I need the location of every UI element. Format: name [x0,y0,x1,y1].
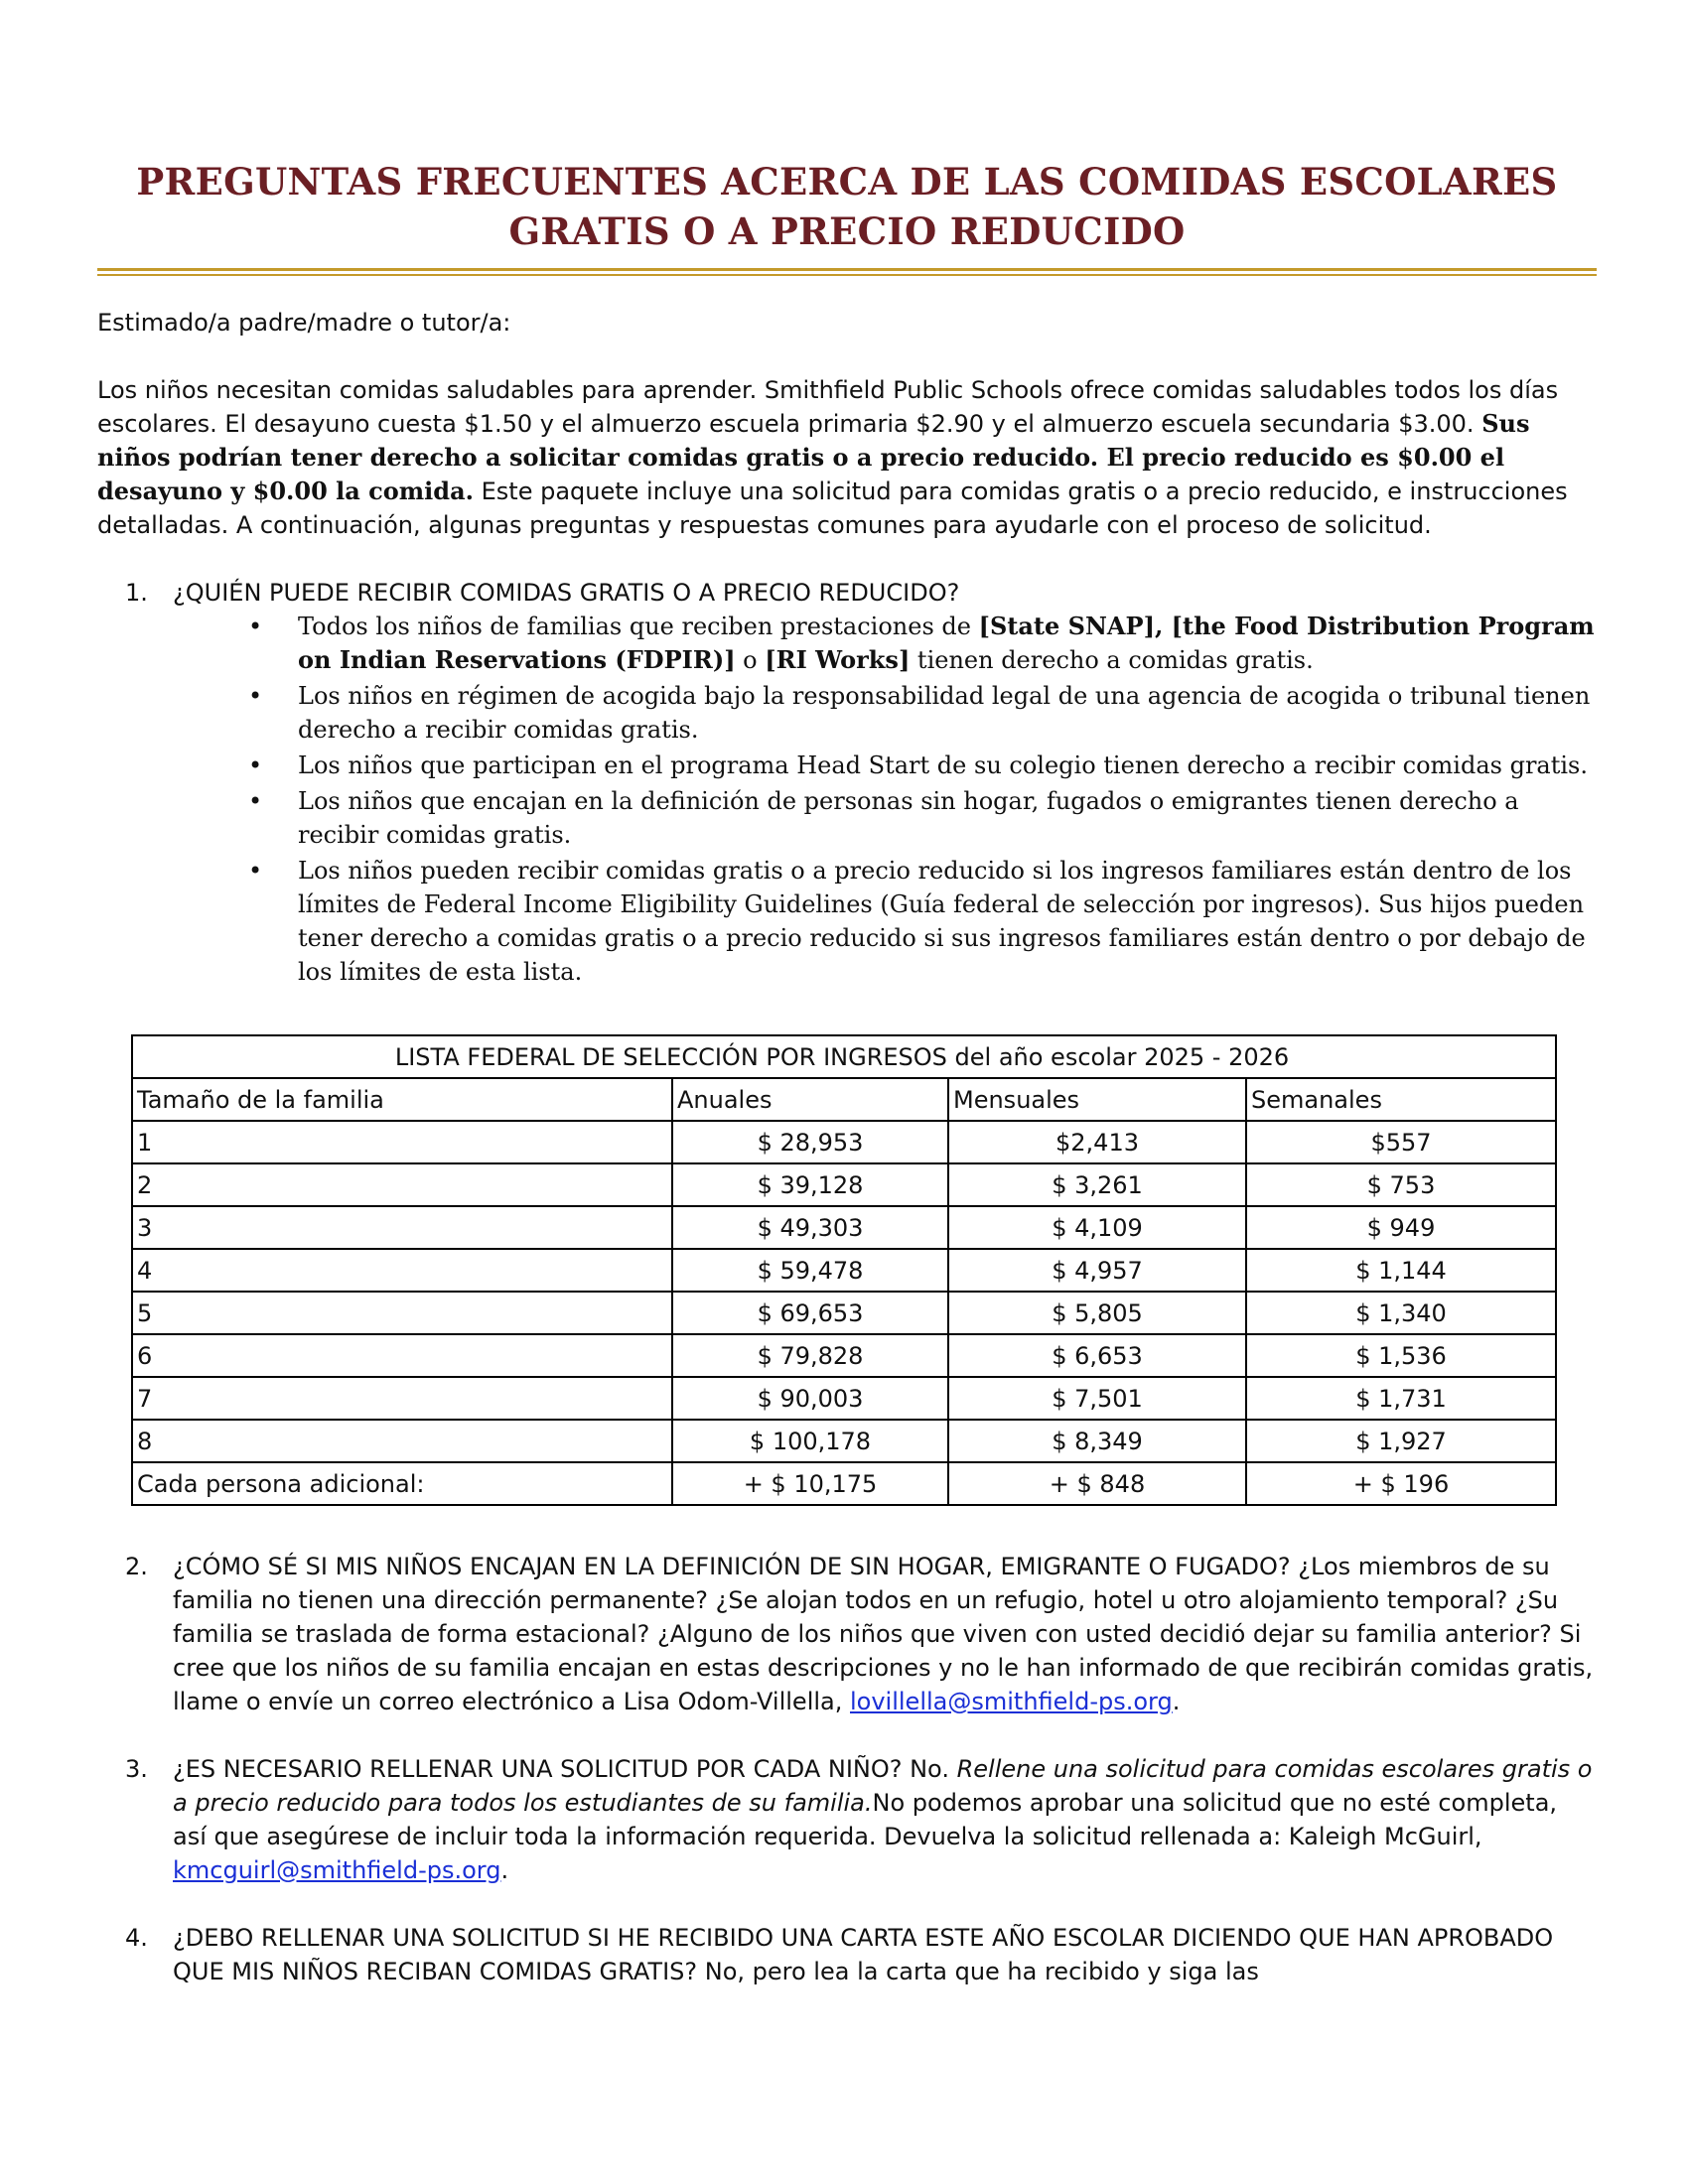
table-cell: $ 69,653 [672,1292,948,1334]
table-cell: 4 [132,1249,672,1292]
greeting: Estimado/a padre/madre o tutor/a: [97,309,511,337]
question-number: 2. [125,1553,148,1580]
table-cell: $ 1,144 [1246,1249,1556,1292]
table-row [132,1377,1556,1420]
title-divider [97,268,1597,276]
question-number: 1. [125,579,148,607]
table-row [132,1249,1556,1292]
table-cell: $ 4,957 [948,1249,1246,1292]
table-cell: $ 4,109 [948,1206,1246,1249]
income-eligibility-table [131,1034,1557,1506]
table-cell: $ 1,927 [1246,1420,1556,1462]
table-cell: $ 59,478 [672,1249,948,1292]
table-cell: $2,413 [948,1121,1246,1163]
table-cell: 2 [132,1163,672,1206]
question-1-text: ¿QUIÉN PUEDE RECIBIR COMIDAS GRATIS O A PRECIO REDUCIDO? [173,579,960,607]
table-cell: + $ 848 [948,1462,1246,1505]
table-cell: $ 6,653 [948,1334,1246,1377]
table-row [132,1121,1556,1163]
intro-text-1: Los niños necesitan comidas saludables para aprender. Smithfield Public Schools ofrece comidas saludables todos los días escolares. El desayuno cuesta $1.50 y el almuerzo escuela primaria $2.90 y el almuerzo escuela secundaria $3.00. [97,376,1559,438]
column-header: Semanales [1246,1078,1556,1121]
page-title [97,157,1597,256]
list-item: • Los niños pueden recibir comidas gratis o a precio reducido si los ingresos familiares están dentro de los límites de Federal Income Eligibility Guidelines (Guía federal de selección por ingresos). Sus hijos pueden tener derecho a comidas gratis o a precio reducido si sus ingresos familiares están dentro o por debajo de los límites de esta lista. [298,854,1597,989]
question-1 [97,576,1597,610]
list-item: • Todos los niños de familias que reciben prestaciones de [State SNAP], [the Food Distribution Program on Indian Reservations (FDPIR)] o [RI Works] tienen derecho a comidas gratis. [248,612,1595,674]
table-cell: + $ 196 [1246,1462,1556,1505]
table-cell: $ 1,340 [1246,1292,1556,1334]
table-row [132,1462,1556,1505]
intro-text-2: Este paquete incluye una solicitud para comidas gratis o a precio reducido, e instrucciones detalladas. A continuación, algunas preguntas y respuestas comunes para ayudarle con el proceso de solicitud. [97,478,1568,539]
bullet-icon: • [248,751,263,779]
table-cell: $557 [1246,1121,1556,1163]
table-cell: $ 100,178 [672,1420,948,1462]
table-cell: $ 7,501 [948,1377,1246,1420]
eligibility-list [97,610,1597,989]
table-row [132,1420,1556,1462]
table-cell: $ 79,828 [672,1334,948,1377]
table-cell: 3 [132,1206,672,1249]
table-cell: $ 1,731 [1246,1377,1556,1420]
table-cell: $ 949 [1246,1206,1556,1249]
bullet-icon: • [248,857,263,885]
table-row [132,1206,1556,1249]
question-2: 2. ¿CÓMO SÉ SI MIS NIÑOS ENCAJAN EN LA DEFINICIÓN DE SIN HOGAR, EMIGRANTE O FUGADO? ¿Los miembros de su familia no tienen una dirección permanente? ¿Se alojan todos en un refugio, hotel u otro alojamiento temporal? ¿Su familia se traslada de forma estacional? ¿Alguno de los niños que viven con usted decidió dejar su familia anterior? Si cree que los niños de su familia encajan en estas descripciones y no le han informado de que recibirán comidas gratis, llame o envíe un correo electrónico a Lisa Odom-Villella, lovillella@smithfield-ps.org. [97,1550,1597,1718]
document-page [97,0,1597,1988]
table-cell: 7 [132,1377,672,1420]
table-row [132,1163,1556,1206]
question-4: 4. ¿DEBO RELLENAR UNA SOLICITUD SI HE RECIBIDO UNA CARTA ESTE AÑO ESCOLAR DICIENDO QUE HAN APROBADO QUE MIS NIÑOS RECIBAN COMIDAS GRATIS? No, pero lea la carta que ha recibido y siga las [97,1921,1597,1988]
table-row [132,1334,1556,1377]
table-cell: $ 1,536 [1246,1334,1556,1377]
table-cell: $ 28,953 [672,1121,948,1163]
bullet-icon: • [248,787,263,815]
column-header: Anuales [672,1078,948,1121]
table-cell: $ 90,003 [672,1377,948,1420]
intro-bold: Sus niños podrían tener derecho a solicitar comidas gratis o a precio reducido. El precio reducido es $0.00 el desayuno y $0.00 la comida. [97,409,1530,505]
email-link[interactable]: lovillella@smithfield-ps.org [850,1688,1173,1715]
table-caption: LISTA FEDERAL DE SELECCIÓN POR INGRESOS del año escolar 2025 - 2026 [132,1035,1556,1078]
table-cell: $ 3,261 [948,1163,1246,1206]
email-link[interactable]: kmcguirl@smithfield-ps.org [173,1856,501,1884]
table-cell: $ 5,805 [948,1292,1246,1334]
table-row [132,1292,1556,1334]
table-header-row [132,1078,1556,1121]
list-item: • Los niños que participan en el programa Head Start de su colegio tienen derecho a recibir comidas gratis. [298,749,1597,782]
table-cell: $ 753 [1246,1163,1556,1206]
table-cell: Cada persona adicional: [132,1462,672,1505]
list-item: • Los niños que encajan en la definición de personas sin hogar, fugados o emigrantes tienen derecho a recibir comidas gratis. [298,784,1597,852]
question-number: 3. [125,1755,148,1783]
bullet-icon: • [248,613,263,640]
title-line-1: PREGUNTAS FRECUENTES ACERCA DE LAS COMIDAS ESCOLARES [136,160,1558,204]
bullet-icon: • [248,682,263,710]
table-cell: + $ 10,175 [672,1462,948,1505]
table-cell: 6 [132,1334,672,1377]
question-3: 3. ¿ES NECESARIO RELLENAR UNA SOLICITUD POR CADA NIÑO? No. Rellene una solicitud para comidas escolares gratis o a precio reducido para todos los estudiantes de su familia.No podemos aprobar una solicitud que no esté completa, así que asegúrese de incluir toda la información requerida. Devuelva la solicitud rellenada a: Kaleigh McGuirl, kmcguirl@smithfield-ps.org. [97,1752,1597,1887]
table-cell: $ 49,303 [672,1206,948,1249]
table-cell: $ 8,349 [948,1420,1246,1462]
table-caption-row [132,1035,1556,1078]
column-header: Mensuales [948,1078,1246,1121]
column-header: Tamaño de la familia [132,1078,672,1121]
list-item: • Los niños en régimen de acogida bajo la responsabilidad legal de una agencia de acogida o tribunal tienen derecho a recibir comidas gratis. [298,679,1597,747]
table-cell: $ 39,128 [672,1163,948,1206]
table-cell: 8 [132,1420,672,1462]
intro-paragraph [97,373,1597,542]
table-cell: 1 [132,1121,672,1163]
table-cell: 5 [132,1292,672,1334]
title-line-2: GRATIS O A PRECIO REDUCIDO [508,209,1186,253]
question-number: 4. [125,1924,148,1952]
